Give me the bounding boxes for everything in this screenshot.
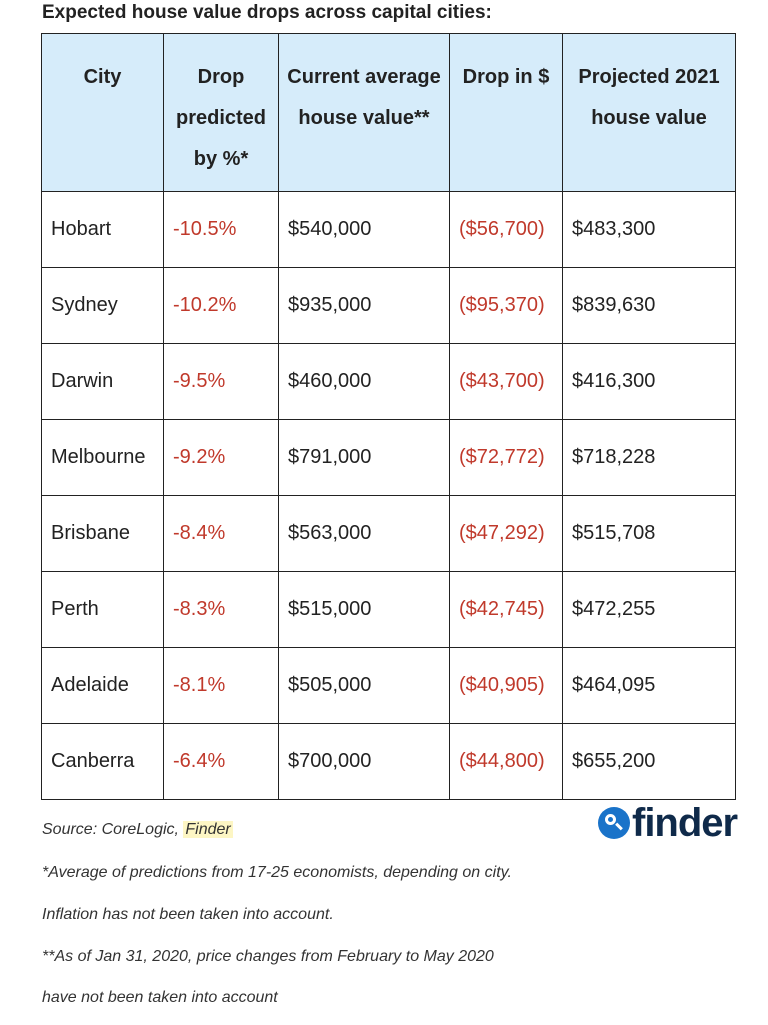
cell-projected-value: $655,200 bbox=[563, 724, 736, 800]
cell-city: Perth bbox=[42, 572, 164, 648]
cell-drop-percent: -8.1% bbox=[164, 648, 279, 724]
cell-drop-percent: -6.4% bbox=[164, 724, 279, 800]
table-row bbox=[42, 420, 736, 496]
cell-drop-dollars: ($40,905) bbox=[450, 648, 563, 724]
table-row bbox=[42, 572, 736, 648]
cell-drop-dollars: ($72,772) bbox=[450, 420, 563, 496]
house-value-table bbox=[41, 33, 736, 800]
cell-drop-dollars: ($47,292) bbox=[450, 496, 563, 572]
cell-projected-value: $464,095 bbox=[563, 648, 736, 724]
footnote-economists: *Average of predictions from 17-25 economists, depending on city. bbox=[42, 864, 512, 881]
source-prefix: Source: CoreLogic, bbox=[42, 821, 184, 838]
table-row bbox=[42, 648, 736, 724]
cell-city: Adelaide bbox=[42, 648, 164, 724]
cell-drop-percent: -9.2% bbox=[164, 420, 279, 496]
header-current-value: Current average house value** bbox=[279, 34, 450, 192]
cell-current-value: $700,000 bbox=[279, 724, 450, 800]
cell-drop-dollars: ($56,700) bbox=[450, 192, 563, 268]
cell-current-value: $540,000 bbox=[279, 192, 450, 268]
header-city: City bbox=[42, 34, 164, 192]
footnote-inflation: Inflation has not been taken into account. bbox=[42, 906, 334, 923]
cell-current-value: $505,000 bbox=[279, 648, 450, 724]
search-icon bbox=[598, 807, 630, 839]
cell-current-value: $935,000 bbox=[279, 268, 450, 344]
cell-drop-dollars: ($42,745) bbox=[450, 572, 563, 648]
cell-city: Hobart bbox=[42, 192, 164, 268]
header-projected-value: Projected 2021 house value bbox=[563, 34, 736, 192]
source-finder-link[interactable]: Finder bbox=[185, 821, 231, 838]
table-header-row bbox=[42, 34, 736, 192]
cell-projected-value: $515,708 bbox=[563, 496, 736, 572]
cell-drop-percent: -10.2% bbox=[164, 268, 279, 344]
table-row bbox=[42, 344, 736, 420]
cell-city: Melbourne bbox=[42, 420, 164, 496]
cell-projected-value: $718,228 bbox=[563, 420, 736, 496]
cell-projected-value: $839,630 bbox=[563, 268, 736, 344]
header-drop-dollars: Drop in $ bbox=[450, 34, 563, 192]
cell-current-value: $563,000 bbox=[279, 496, 450, 572]
cell-drop-percent: -10.5% bbox=[164, 192, 279, 268]
cell-drop-dollars: ($95,370) bbox=[450, 268, 563, 344]
table-row bbox=[42, 496, 736, 572]
footnote-price-changes: have not been taken into account bbox=[42, 989, 278, 1006]
source-line bbox=[42, 821, 233, 839]
cell-drop-dollars: ($43,700) bbox=[450, 344, 563, 420]
cell-current-value: $515,000 bbox=[279, 572, 450, 648]
table-row bbox=[42, 192, 736, 268]
finder-logo bbox=[598, 800, 737, 846]
cell-current-value: $460,000 bbox=[279, 344, 450, 420]
cell-drop-percent: -8.3% bbox=[164, 572, 279, 648]
cell-projected-value: $416,300 bbox=[563, 344, 736, 420]
table-row bbox=[42, 268, 736, 344]
cell-drop-percent: -9.5% bbox=[164, 344, 279, 420]
cell-city: Sydney bbox=[42, 268, 164, 344]
cell-city: Brisbane bbox=[42, 496, 164, 572]
cell-projected-value: $472,255 bbox=[563, 572, 736, 648]
cell-drop-percent: -8.4% bbox=[164, 496, 279, 572]
cell-drop-dollars: ($44,800) bbox=[450, 724, 563, 800]
page-title: Expected house value drops across capital cities: bbox=[42, 2, 492, 23]
cell-current-value: $791,000 bbox=[279, 420, 450, 496]
cell-city: Darwin bbox=[42, 344, 164, 420]
header-drop-percent: Drop predicted by %* bbox=[164, 34, 279, 192]
cell-city: Canberra bbox=[42, 724, 164, 800]
table-row bbox=[42, 724, 736, 800]
footnote-date: **As of Jan 31, 2020, price changes from February to May 2020 bbox=[42, 948, 494, 965]
cell-projected-value: $483,300 bbox=[563, 192, 736, 268]
finder-logo-text: finder bbox=[632, 801, 738, 845]
